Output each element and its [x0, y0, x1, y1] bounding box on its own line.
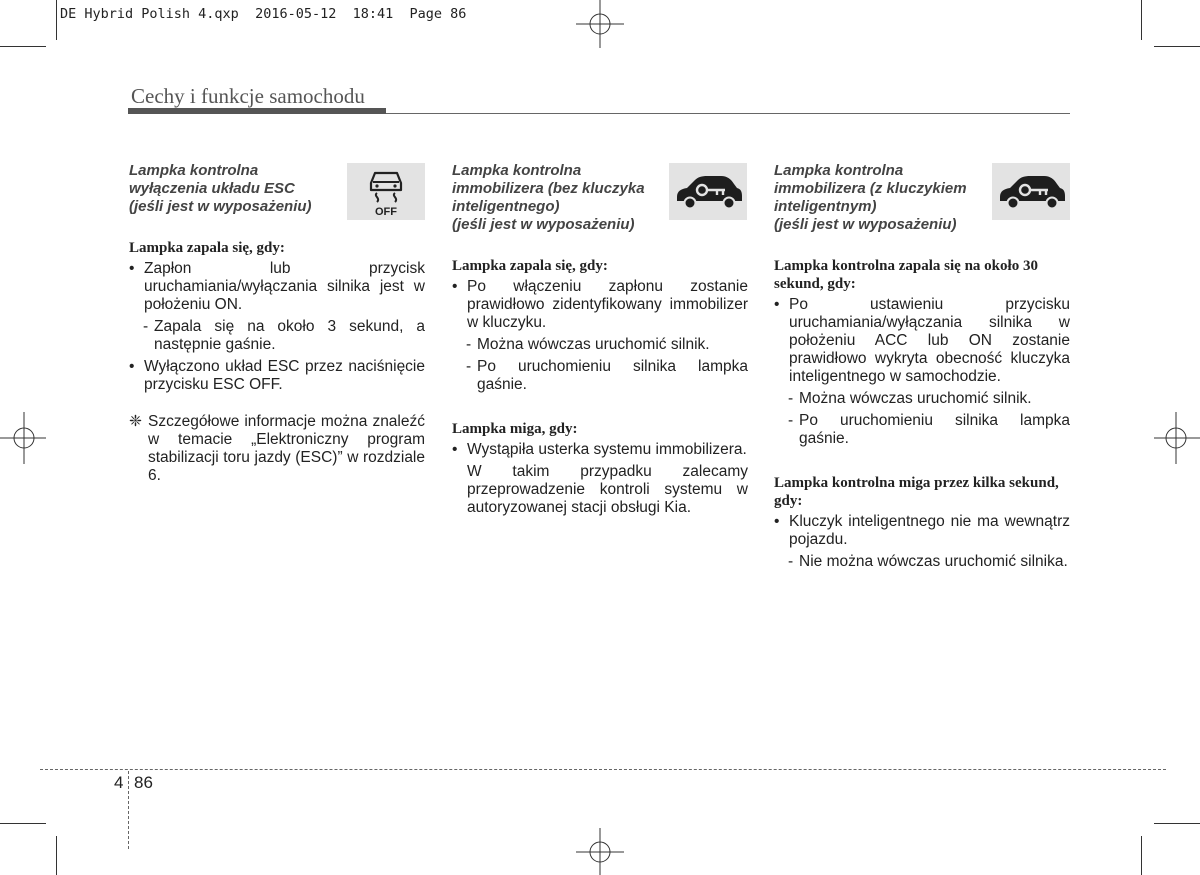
- heading-line: (jeśli jest w wyposażeniu): [774, 216, 957, 233]
- list-subitem-text: Można wówczas uruchomić silnik.: [799, 390, 1032, 407]
- dash-marker: -: [788, 553, 794, 570]
- page-number: 86: [134, 773, 153, 792]
- subhead: Lampka miga, gdy:: [452, 421, 578, 437]
- subhead: Lampka kontrolna zapala się na około 30 sekund, gdy:: [774, 258, 1038, 292]
- list-subitem: [774, 553, 1070, 571]
- crop-mark: [0, 46, 46, 47]
- print-page-label: Page 86: [409, 6, 467, 22]
- subhead: Lampka zapala się, gdy:: [129, 240, 285, 256]
- list-subitem: [452, 336, 748, 354]
- list-subitem-text: Nie można wówczas uruchomić silnika.: [799, 553, 1068, 570]
- heading-line: Lampka kontrolna: [129, 162, 259, 179]
- list-subitem: [774, 412, 1070, 448]
- list-item-text: Zapłon lub przycisk uruchamiania/wyłączania silnika jest w położeniu ON.: [144, 260, 425, 313]
- registration-mark-bottom-icon: [570, 828, 630, 875]
- crop-mark: [1141, 0, 1142, 40]
- heading-line: wyłączenia układu ESC: [129, 180, 295, 197]
- crop-mark: [1141, 836, 1142, 875]
- section-title-rule: [386, 113, 1070, 114]
- note-marker-icon: ❈: [129, 413, 142, 430]
- chapter-number: 4: [114, 773, 124, 792]
- esc-off-icon: [347, 163, 425, 220]
- list-subitem-text: Po uruchomieniu silnika lampka gaśnie.: [799, 412, 1070, 447]
- list-item: [129, 260, 425, 314]
- list-item-text: Wystąpiła usterka systemu immobilizera.: [467, 441, 747, 458]
- bullet-marker: •: [452, 441, 458, 458]
- list-item: [774, 513, 1070, 549]
- note-text: Szczegółowe informacje można znaleźć w temacie „Elektroniczny program stabilizacji toru jazdy (ESC)” w rozdziale 6.: [148, 413, 425, 484]
- dash-marker: -: [788, 390, 794, 407]
- heading-line: Lampka kontrolna: [452, 162, 582, 179]
- registration-mark-left-icon: [0, 408, 48, 468]
- bullet-marker: •: [129, 260, 135, 277]
- immobilizer-key-car-icon: [669, 163, 747, 220]
- note: [129, 413, 425, 485]
- list-item-continuation: W takim przypadku zalecamy przeprowadzenie kontroli systemu w autoryzowanej stacji obsługi Kia.: [467, 463, 748, 516]
- list-subitem: [452, 358, 748, 394]
- bullet-marker: •: [774, 296, 780, 313]
- column-immobilizer-no-smart-key-body: [452, 257, 748, 517]
- heading-line: immobilizera (bez kluczyka: [452, 180, 645, 197]
- crop-mark: [1154, 46, 1200, 47]
- bullet-marker: •: [774, 513, 780, 530]
- list-item-text: Kluczyk inteligentnego nie ma wewnątrz pojazdu.: [789, 513, 1070, 548]
- subhead: Lampka kontrolna miga przez kilka sekund, gdy:: [774, 475, 1059, 509]
- list-item: [452, 278, 748, 332]
- list-item-text: Po ustawieniu przycisku uruchamiania/wyłączania silnika w położeniu ACC lub ON zostanie prawidłowo wykryta obecność kluczyka inteligentnego w samochodzie.: [789, 296, 1070, 385]
- list-subitem-text: Po uruchomieniu silnika lampka gaśnie.: [477, 358, 748, 393]
- heading-line: (jeśli jest w wyposażeniu): [129, 198, 312, 215]
- crop-mark: [0, 823, 46, 824]
- list-subitem-text: Można wówczas uruchomić silnik.: [477, 336, 710, 353]
- dash-marker: -: [143, 318, 149, 335]
- list-item: [452, 441, 748, 459]
- print-header: [60, 6, 466, 22]
- heading-line: Lampka kontrolna: [774, 162, 904, 179]
- dash-marker: -: [466, 336, 472, 353]
- print-file-name: DE Hybrid Polish 4.qxp: [60, 6, 239, 22]
- crop-mark: [56, 0, 57, 40]
- dash-marker: -: [466, 358, 472, 375]
- immobilizer-key-car-icon: [992, 163, 1070, 220]
- footer-rule: [40, 769, 1166, 770]
- list-item: [774, 296, 1070, 386]
- crop-mark: [1154, 823, 1200, 824]
- list-subitem: [774, 390, 1070, 408]
- heading-line: immobilizera (z kluczykiem: [774, 180, 967, 197]
- list-subitem-text: Zapala się na około 3 sekund, a następnie gaśnie.: [154, 318, 425, 353]
- crop-mark: [56, 836, 57, 875]
- registration-mark-right-icon: [1152, 408, 1200, 468]
- section-title-bar: [128, 108, 386, 114]
- bullet-marker: •: [129, 358, 135, 375]
- registration-mark-top-icon: [570, 0, 630, 50]
- dash-marker: -: [788, 412, 794, 429]
- heading-line: (jeśli jest w wyposażeniu): [452, 216, 635, 233]
- esc-off-icon-label: OFF: [375, 206, 397, 218]
- list-item-text: Po włączeniu zapłonu zostanie prawidłowo zidentyfikowany immobilizer w kluczyku.: [467, 278, 748, 331]
- bullet-marker: •: [452, 278, 458, 295]
- subhead: Lampka zapala się, gdy:: [452, 258, 608, 274]
- section-title: Cechy i funkcje samochodu: [131, 84, 365, 108]
- list-item-text: Wyłączono układ ESC przez naciśnięcie przycisku ESC OFF.: [144, 358, 425, 393]
- footer-divider: [128, 771, 129, 849]
- print-date: 2016-05-12: [255, 6, 337, 22]
- column-immobilizer-smart-key-body: [774, 257, 1070, 571]
- heading-line: inteligentnego): [452, 198, 560, 215]
- column-esc-off-body: [129, 239, 425, 485]
- heading-line: inteligentnym): [774, 198, 877, 215]
- print-time: 18:41: [352, 6, 394, 22]
- list-subitem: [129, 318, 425, 354]
- list-item: [129, 358, 425, 394]
